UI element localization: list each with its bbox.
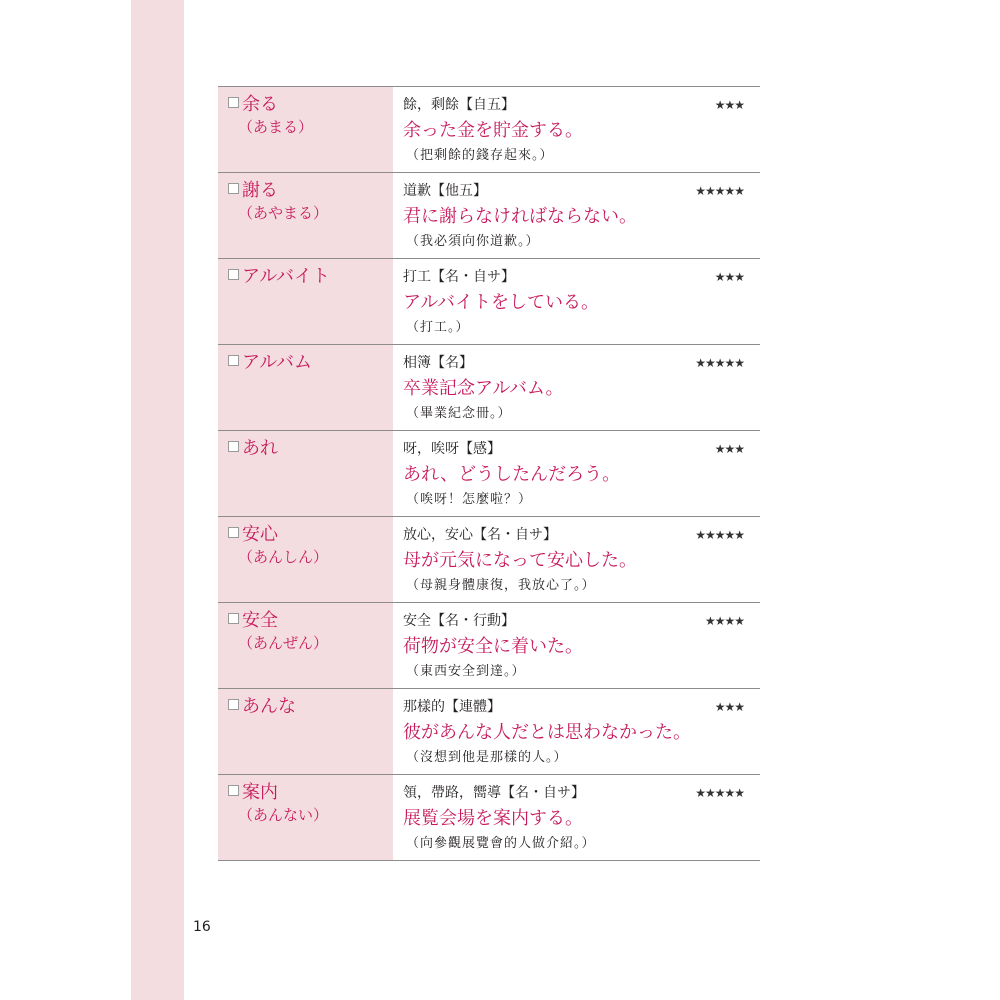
star-rating: ★★★★★ — [695, 786, 744, 800]
translation: （打工。） — [406, 320, 470, 335]
translation: （唉呀！怎麼啦？） — [406, 492, 533, 507]
star-rating: ★★★ — [714, 442, 744, 456]
checkbox-icon[interactable] — [228, 699, 239, 710]
star-rating: ★★★ — [714, 700, 744, 714]
example-sentence: 余った金を貯金する。 — [403, 120, 583, 141]
example-sentence: あれ、どうしたんだろう。 — [403, 464, 621, 485]
example-sentence: アルバイトをしている。 — [403, 292, 600, 313]
term-reading: （あんしん） — [238, 548, 329, 566]
term-cell — [218, 345, 393, 430]
vocab-entry — [218, 689, 760, 775]
star-rating: ★★★★ — [704, 614, 744, 628]
vocab-entry — [218, 603, 760, 689]
translation: （東西安全到達。） — [406, 664, 526, 679]
star-rating: ★★★ — [714, 98, 744, 112]
term-text: アルバム — [242, 352, 313, 373]
checkbox-icon[interactable] — [228, 97, 239, 108]
meaning: 道歉【他五】 — [403, 183, 487, 199]
term-cell — [218, 87, 393, 172]
term-text: あれ — [242, 438, 278, 459]
translation: （向參觀展覽會的人做介紹。） — [406, 836, 596, 851]
example-sentence: 君に謝らなければならない。 — [403, 206, 637, 227]
checkbox-icon[interactable] — [228, 613, 239, 624]
vocab-entry — [218, 259, 760, 345]
vocab-entry — [218, 87, 760, 173]
translation: （母親身體康復，我放心了。） — [406, 578, 596, 593]
term-cell — [218, 775, 393, 860]
checkbox-icon[interactable] — [228, 441, 239, 452]
vocab-entry — [218, 345, 760, 431]
term-text: アルバイト — [242, 266, 331, 287]
term-text: 謝る — [242, 180, 278, 201]
term — [228, 696, 296, 718]
term — [228, 438, 278, 460]
term-text: 安全 — [242, 610, 278, 631]
meaning: 那樣的【連體】 — [403, 699, 501, 715]
term-cell — [218, 259, 393, 344]
page-number: 16 — [193, 919, 211, 935]
term-reading: （あやまる） — [238, 204, 329, 222]
vocab-entry — [218, 517, 760, 603]
term — [228, 782, 278, 804]
star-rating: ★★★★★ — [695, 356, 744, 370]
vocab-entry — [218, 431, 760, 517]
term-text: 余る — [242, 94, 278, 115]
checkbox-icon[interactable] — [228, 527, 239, 538]
term — [228, 94, 278, 116]
term-reading: （あんない） — [238, 806, 329, 824]
checkbox-icon[interactable] — [228, 269, 239, 280]
term — [228, 610, 278, 632]
term-text: 安心 — [242, 524, 278, 545]
term-cell — [218, 173, 393, 258]
translation: （我必須向你道歉。） — [406, 234, 540, 249]
term — [228, 524, 278, 546]
translation: （沒想到他是那樣的人。） — [406, 750, 568, 765]
example-sentence: 展覧会場を案内する。 — [403, 808, 583, 829]
example-sentence: 卒業記念アルバム。 — [403, 378, 564, 399]
meaning: 打工【名・自サ】 — [403, 269, 515, 285]
example-sentence: 荷物が安全に着いた。 — [403, 636, 583, 657]
vocab-entry — [218, 173, 760, 259]
term-cell — [218, 517, 393, 602]
term-text: あんな — [242, 696, 296, 717]
star-rating: ★★★★★ — [695, 184, 744, 198]
term-cell — [218, 603, 393, 688]
checkbox-icon[interactable] — [228, 785, 239, 796]
term-cell — [218, 689, 393, 774]
translation: （把剩餘的錢存起來。） — [406, 148, 554, 163]
meaning: 安全【名・行動】 — [403, 613, 515, 629]
term — [228, 352, 312, 374]
checkbox-icon[interactable] — [228, 355, 239, 366]
term — [228, 180, 278, 202]
term — [228, 266, 330, 288]
vocab-entry — [218, 775, 760, 861]
meaning: 放心，安心【名・自サ】 — [403, 527, 557, 543]
star-rating: ★★★★★ — [695, 528, 744, 542]
meaning: 相簿【名】 — [403, 355, 473, 371]
meaning: 領，帶路，嚮導【名・自サ】 — [403, 785, 585, 801]
example-sentence: 彼があんな人だとは思わなかった。 — [403, 722, 691, 743]
term-text: 案内 — [242, 782, 278, 803]
term-cell — [218, 431, 393, 516]
checkbox-icon[interactable] — [228, 183, 239, 194]
example-sentence: 母が元気になって安心した。 — [403, 550, 637, 571]
meaning: 呀，唉呀【感】 — [403, 441, 501, 457]
star-rating: ★★★ — [714, 270, 744, 284]
side-band — [131, 0, 184, 1000]
term-reading: （あんぜん） — [238, 634, 329, 652]
translation: （畢業紀念冊。） — [406, 406, 512, 421]
vocabulary-table — [218, 86, 760, 861]
term-reading: （あまる） — [238, 118, 314, 136]
meaning: 餘，剩餘【自五】 — [403, 97, 515, 113]
